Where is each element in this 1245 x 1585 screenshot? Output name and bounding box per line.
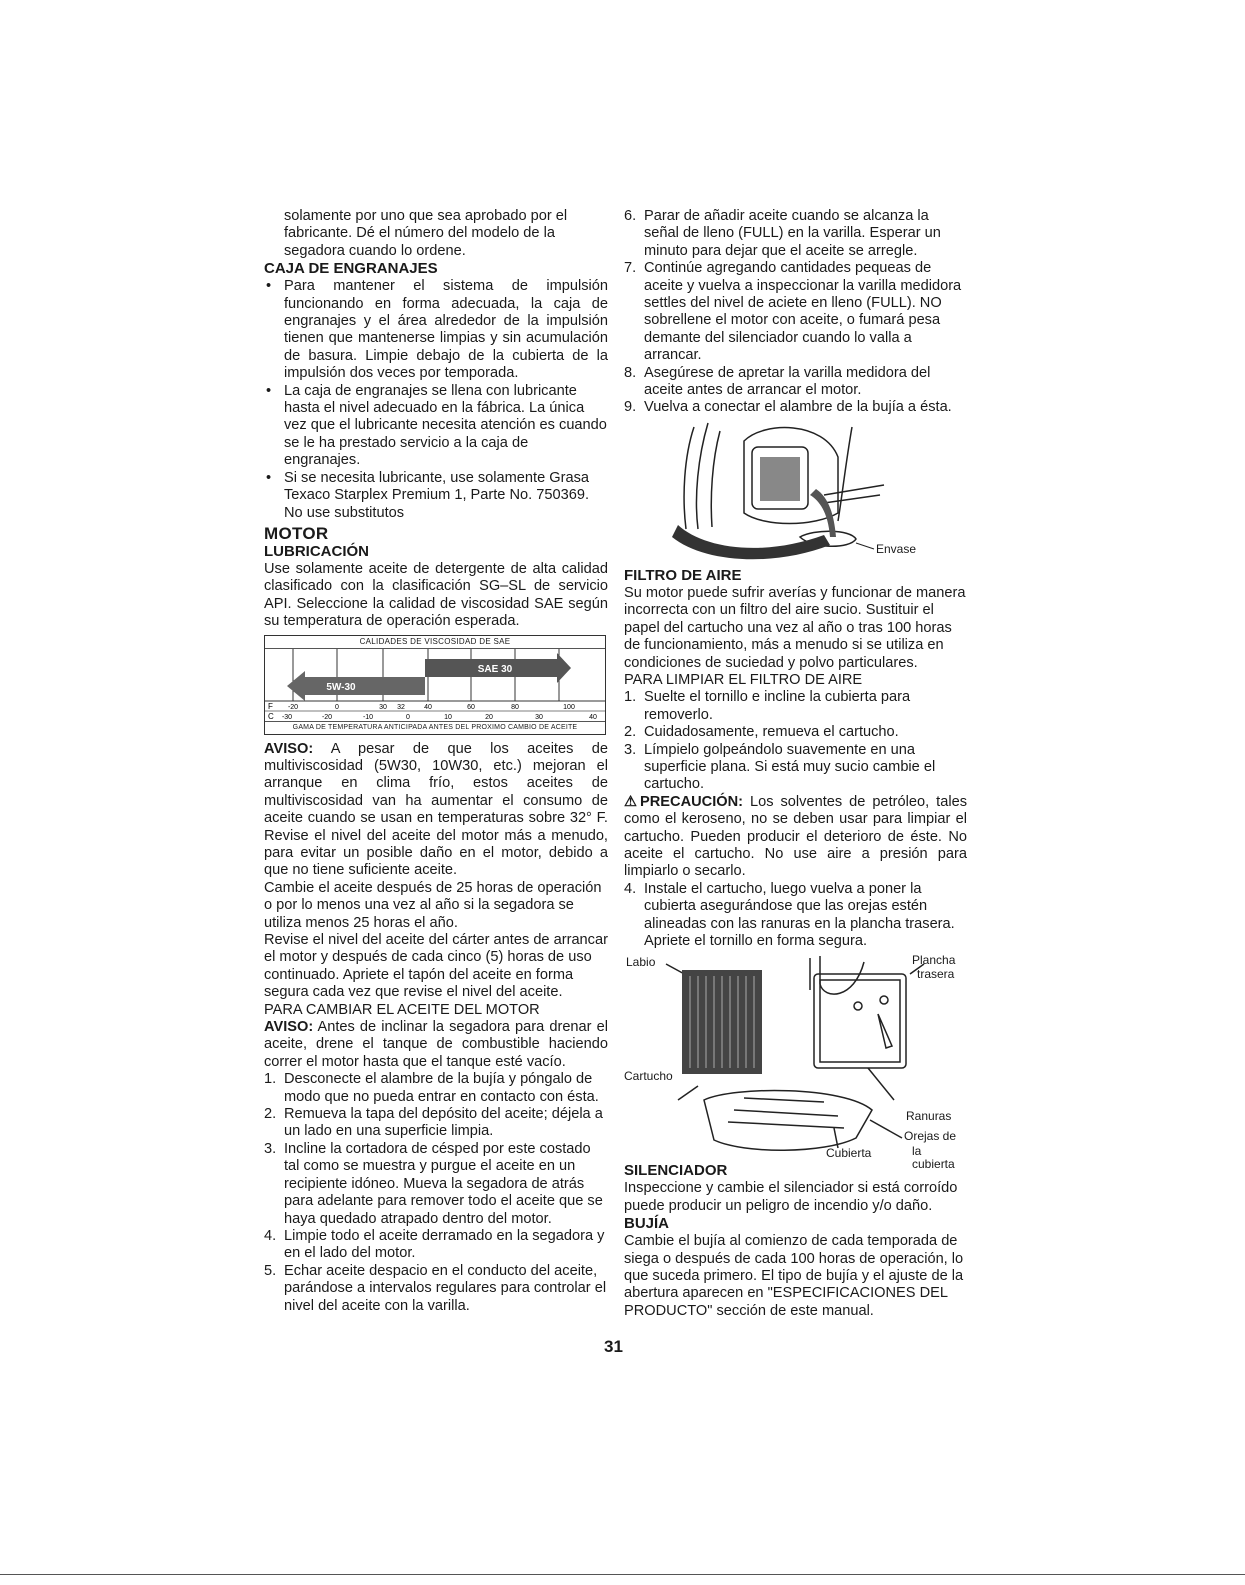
list-item: 9. Vuelva a conectar el alambre de la bujía a ésta. [624, 399, 952, 416]
left-column [264, 208, 608, 1315]
aviso-text: Antes de inclinar la segadora para drenar el aceite, drene el tanque de combustible haciendo correr el motor hasta que el tanque esté vacío. [264, 1019, 608, 1070]
viscosity-chart [264, 635, 606, 735]
f-tick: 40 [424, 703, 432, 711]
precaucion-paragraph [624, 794, 967, 881]
heading-filtro-aire: FILTRO DE AIRE [624, 566, 742, 584]
f-tick: 80 [511, 703, 519, 711]
heading-limpiar-filtro: PARA LIMPIAR EL FILTRO DE AIRE [624, 671, 863, 688]
c-tick: 30 [535, 713, 543, 721]
oil-change-steps-continued [624, 208, 967, 417]
oil-drain-illustration [624, 417, 967, 567]
c-tick: 20 [485, 713, 493, 721]
aviso-text: A pesar de que los aceites de multiviscosidad (5W30, 10W30, etc.) mejoran el arranque en clima frío, estos aceites de multiviscosidad van ha aumentar el consumo de aceite cuando se usan en temperaturas sobre 32° F. Revise el nivel del aceite del motor más a menudo, para evitar un posible daño en el motor, debido a que no tiene suficiente aceite. [264, 740, 608, 879]
la-cubierta-label: la cubierta [912, 1144, 955, 1172]
silenciador-paragraph: Inspeccione y cambie el silenciador si está corroído puede producir un peligro de incendio y/o daño. [624, 1180, 958, 1214]
lubricacion-paragraph: Use solamente aceite de detergente de alta calidad clasificado con la clasificación SG–SL de servicio API. Seleccione la calidad de viscosidad SAE según su temperatura de operación esperada. [264, 560, 608, 630]
bullet-caja-2: • La caja de engranajes se llena con lubricante hasta el nivel adecuado en la fábrica. La única vez que el lubricante necesita atención es cuando se le ha prestado servicio a la caja de engranajes. [264, 383, 608, 470]
list-item: 3. Incline la cortadora de césped por este costado tal como se muestra y purgue el aceite en un recipiente idóneo. Mueva la segadora de atrás para adelante para remover todo el aceite que se haya quedado atrapado dentro del motor. [264, 1140, 603, 1227]
heading-lubricacion: LUBRICACIÓN [264, 542, 369, 560]
labio-label: Labio [626, 955, 656, 970]
c-tick: 40 [589, 713, 597, 721]
heading-bujia: BUJÍA [624, 1215, 670, 1233]
list-item: 4. Limpie todo el aceite derramado en la segadora y en el lado del motor. [264, 1227, 605, 1262]
page-number: 31 [604, 1337, 623, 1356]
ranuras-label: Ranuras [906, 1109, 952, 1124]
c-tick: -20 [321, 713, 333, 721]
f-tick: 30 [379, 703, 387, 711]
c-tick: 0 [406, 713, 410, 721]
cubierta-label: Cubierta [826, 1146, 872, 1161]
heading-silenciador: SILENCIADOR [624, 1162, 728, 1180]
trasera-label: trasera [917, 967, 955, 982]
f-tick: 0 [335, 703, 339, 711]
bujia-paragraph: Cambie el bujía al comienzo de cada temporada de siega o después de cada 100 horas de operación, lo que suceda primero. El tipo de bujía y el ajuste de la abertura aparecen en "ESPECIFICACIONES DEL PRODUCTO" sección de este manual. [624, 1233, 964, 1319]
f-tick: 100 [563, 703, 575, 711]
c-tick: -30 [281, 713, 293, 721]
c-tick: -10 [362, 713, 374, 721]
precaucion-label: PRECAUCIÓN: [640, 793, 743, 810]
f-tick: 60 [467, 703, 475, 711]
heading-cambiar-aceite: PARA CAMBIAR EL ACEITE DEL MOTOR [264, 1001, 540, 1018]
5w30-range-arrow [287, 671, 425, 701]
list-item: 2. Cuidadosamente, remueva el cartucho. [624, 724, 899, 741]
filter-install-step [624, 881, 967, 951]
intro-paragraph: solamente por uno que sea aprobado por el fabricante. Dé el número del modelo de la segadora cuando lo ordene. [284, 208, 568, 259]
viscosity-chart-header: CALIDADES DE VISCOSIDAD DE SAE [265, 636, 605, 649]
aviso-label: AVISO: [264, 1019, 314, 1036]
aviso-multiviscosidad [264, 741, 608, 880]
5w30-label: 5W-30 [326, 681, 356, 693]
list-item: 8. Asegúrese de apretar la varilla medidora del aceite antes de arrancar el motor. [624, 364, 931, 399]
orejas-label: Orejas de [904, 1129, 957, 1144]
list-item: 3. Límpielo golpeándolo suavemente en una superficie plana. Si está muy sucio cambie el cartucho. [624, 741, 936, 793]
mower-deck [672, 525, 830, 559]
fahrenheit-label: F [268, 701, 273, 711]
list-item: 1. Desconecte el alambre de la bujía y póngalo de modo que no pueda entrar en contacto con ésta. [264, 1071, 599, 1105]
list-item: 6. Parar de añadir aceite cuando se alcanza la señal de lleno (FULL) en la varilla. Esperar un minuto para dejar que el aceite se arregle. [624, 208, 941, 259]
bullet-caja-3: • Si se necesita lubricante, use solamente Grasa Texaco Starplex Premium 1, Parte No. 750369. No use substitutos [264, 470, 608, 522]
bullet-caja-1: • Para mantener el sistema de impulsión funcionando en forma adecuada, la caja de engranajes y el área alrededor de la impulsión tienen que mantenerse limpias y sin acumulación de basura. Limpie debajo de la cubierta de la impulsión dos veces por temporada. [264, 278, 608, 382]
aviso-label: AVISO: [264, 740, 314, 757]
filter-cleaning-steps [624, 689, 967, 793]
list-item: 7. Continúe agregando cantidades pequeas de aceite y vuelva a inspeccionar la varilla medidora settles del nivel de aciete en lleno (FULL). NO sobrellene el motor con aceite, o fumará pesa demante del silenciador cuando lo valla a arrancar. [624, 260, 962, 364]
f-tick: -20 [287, 703, 299, 711]
c-tick: 10 [444, 713, 452, 721]
cartucho-label: Cartucho [624, 1069, 673, 1084]
celsius-label: C [268, 711, 274, 721]
list-item: 5. Echar aceite despacio en el conducto del aceite, parándose a intervalos regulares para controlar el nivel del aceite con la varilla. [264, 1262, 607, 1314]
list-item: 4. Instale el cartucho, luego vuelva a poner la cubierta asegurándose que las orejas estén alineadas con las ranuras en la plancha trasera. Apriete el tornillo en forma segura. [624, 880, 955, 949]
oil-change-steps [264, 1071, 608, 1315]
right-column [624, 208, 967, 1320]
warning-triangle-icon: ⚠ [624, 793, 641, 810]
revise-paragraph: Revise el nivel del aceite del cárter antes de arrancar el motor y después de cada cinco (5) horas de uso continuado. Apriete el tapón del aceite en forma segura cada vez que revise el nivel del aceite. [264, 932, 608, 1001]
oil-stream [810, 489, 836, 537]
engine-block [760, 457, 800, 501]
heading-motor: MOTOR [264, 523, 329, 543]
precaucion-text: Los solventes de petróleo, tales como el keroseno, no se deben usar para limpiar el cartucho. Pueden producir el deterioro de éste. No aceite el cartucho. No use aire a presión para limpiarlo o secarlo. [624, 793, 967, 880]
plancha-label: Plancha [912, 953, 956, 968]
filtro-paragraph: Su motor puede sufrir averías y funcionar de manera incorrecta con un filtro del aire sucio. Sustituir el papel del cartucho una vez al año o tras 100 horas de funcionamiento, más a menudo si se utiliza en condiciones de suciedad y polvo particulares. [624, 584, 966, 671]
list-item: 2. Remueva la tapa del depósito del aceite; déjela a un lado en una superficie limpia. [264, 1106, 603, 1140]
f-tick: 32 [397, 703, 405, 711]
heading-caja-engranajes: CAJA DE ENGRANAJES [264, 260, 438, 278]
viscosity-chart-footer: GAMA DE TEMPERATURA ANTICIPADA ANTES DEL PROXIMO CAMBIO DE ACEITE [265, 721, 605, 734]
list-item: 1. Suelte el tornillo e incline la cubierta para removerlo. [624, 689, 911, 723]
envase-label: Envase [876, 541, 917, 556]
sae30-label: SAE 30 [477, 663, 513, 675]
cambie-paragraph: Cambie el aceite después de 25 horas de operación o por lo menos una vez al año si la segadora se utiliza menos 25 horas el año. [264, 879, 602, 931]
aviso-drenar [264, 1019, 608, 1071]
viscosity-chart-graphic [265, 649, 605, 721]
page-bottom-divider [0, 1574, 1245, 1575]
